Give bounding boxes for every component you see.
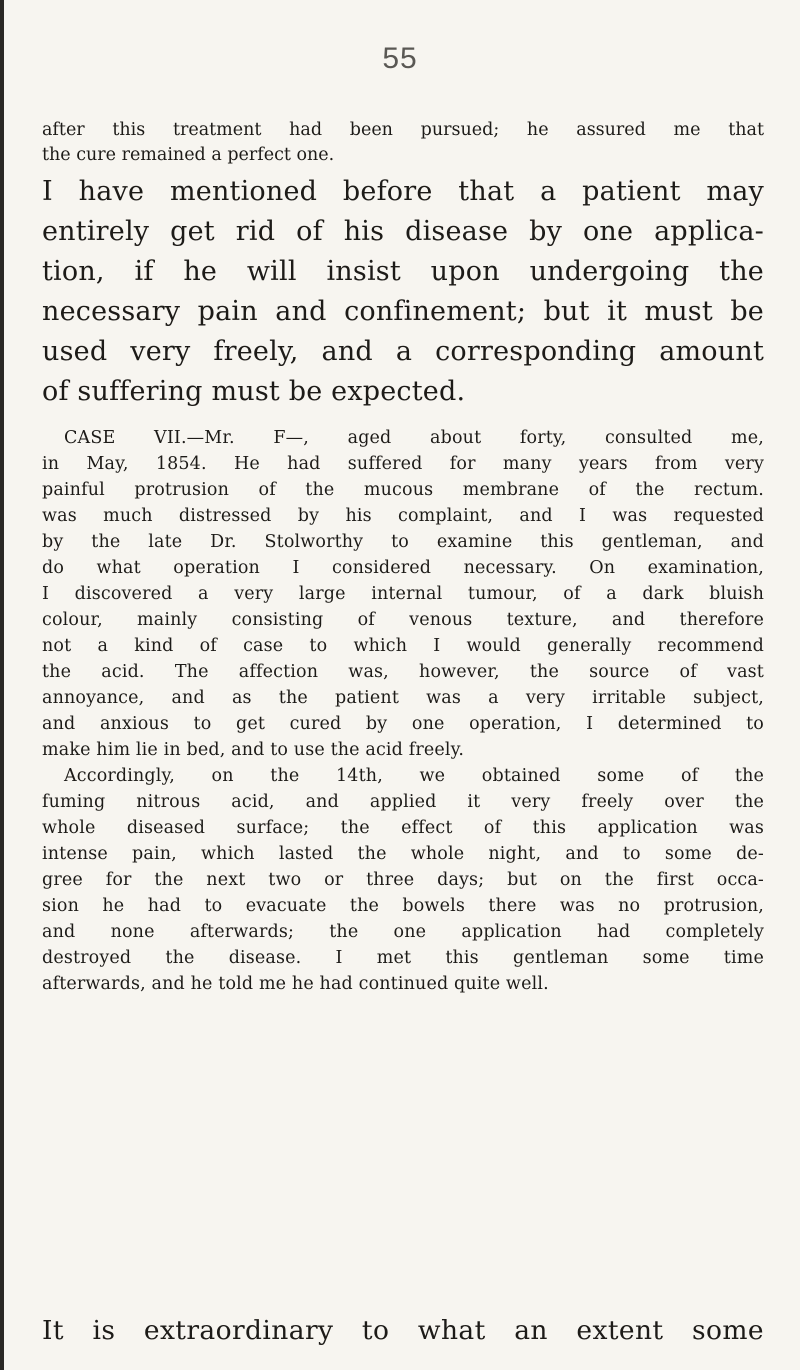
text-line: fuming nitrous acid, and applied it very freely over the (42, 792, 764, 812)
text-line: annoyance, and as the patient was a very irritable subject, (42, 688, 764, 708)
text-line: by the late Dr. Stolworthy to examine this gentleman, and (42, 532, 764, 552)
text-line: colour, mainly consisting of venous texture, and therefore (42, 610, 764, 630)
text-line: destroyed the disease. I met this gentleman some time (42, 948, 764, 968)
text-line: and none afterwards; the one application had completely (42, 922, 764, 942)
text-line: afterwards, and he told me he had continued quite well. (42, 974, 549, 994)
case-vii-report (42, 425, 764, 997)
text-line: make him lie in bed, and to use the acid freely. (42, 740, 465, 760)
text-line: painful protrusion of the mucous membrane of the rectum. (42, 480, 764, 500)
paragraph-final-large-type (42, 1312, 764, 1350)
text-line: intense pain, which lasted the whole night, and to some de- (42, 844, 764, 864)
text-line: the cure remained a perfect one. (42, 145, 335, 165)
text-line: entirely get rid of his disease by one applica- (42, 216, 764, 247)
text-line: after this treatment had been pursued; he assured me that (42, 120, 764, 140)
paragraph-continuation (42, 118, 764, 168)
paragraph-large-type (42, 172, 764, 412)
text-line: I discovered a very large internal tumour, of a dark bluish (42, 584, 764, 604)
page-number: 55 (382, 42, 418, 75)
text-line: the acid. The affection was, however, the source of vast (42, 662, 764, 682)
text-line: of suffering must be expected. (42, 376, 466, 407)
text-line: used very freely, and a corresponding amount (42, 336, 764, 367)
text-line: was much distressed by his complaint, and I was requested (42, 506, 764, 526)
text-line: not a kind of case to which I would generally recommend (42, 636, 764, 656)
page-binding-edge (0, 0, 4, 1370)
text-line: necessary pain and confinement; but it must be (42, 296, 764, 327)
text-line: I have mentioned before that a patient may (42, 176, 764, 207)
text-line: tion, if he will insist upon undergoing the (42, 256, 764, 287)
text-line: and anxious to get cured by one operation, I determined to (42, 714, 764, 734)
text-line: do what operation I considered necessary. On examination, (42, 558, 764, 578)
text-line: sion he had to evacuate the bowels there was no protrusion, (42, 896, 764, 916)
text-line: gree for the next two or three days; but on the first occa- (42, 870, 764, 890)
text-line: It is extraordinary to what an extent some (42, 1315, 764, 1346)
text-line: in May, 1854. He had suffered for many years from very (42, 454, 764, 474)
text-line: whole diseased surface; the effect of this application was (42, 818, 764, 838)
text-line: Accordingly, on the 14th, we obtained some of the (64, 766, 764, 786)
case-heading-line: CASE VII.—Mr. F—, aged about forty, consulted me, (64, 428, 764, 448)
